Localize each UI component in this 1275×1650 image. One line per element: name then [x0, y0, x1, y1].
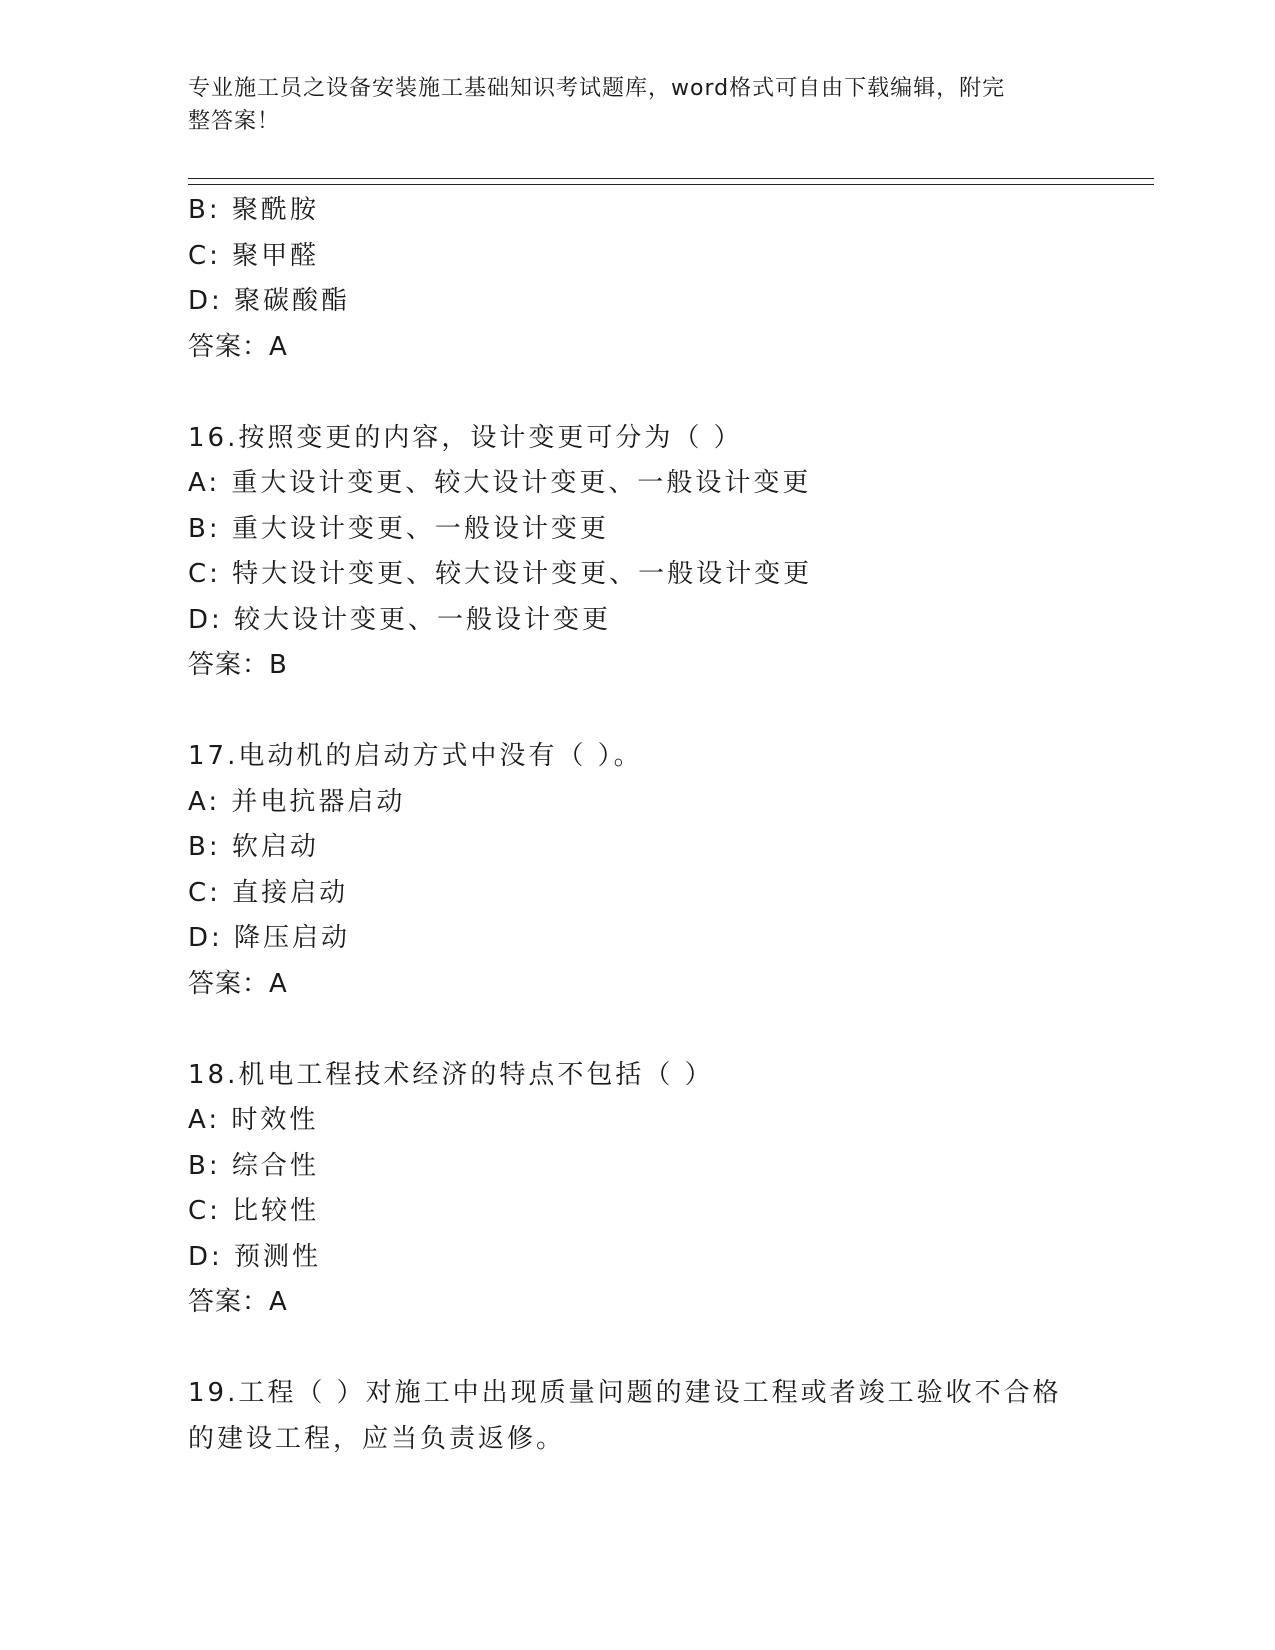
q17-option-a: A: 并电抗器启动: [188, 786, 406, 817]
q17-option-d: D: 降压启动: [188, 923, 351, 953]
question-list: [188, 188, 1108, 1462]
q15-option-d: D: 聚碳酸酯: [188, 286, 351, 316]
q17-stem: 17.电动机的启动方式中没有（ ）。: [188, 741, 643, 771]
q15-option-c: C: 聚甲醛: [188, 240, 320, 271]
question-spacer: [188, 1326, 1108, 1372]
question-spacer: [188, 1007, 1108, 1053]
q16-stem: 16.按照变更的内容，设计变更可分为（ ）: [188, 422, 743, 453]
page-header: [188, 72, 1068, 138]
q18-option-a: A: 时效性: [188, 1105, 319, 1135]
q15-answer: 答案：A: [188, 331, 288, 362]
q16-option-d: D: 较大设计变更、一般设计变更: [188, 604, 612, 635]
q17-option-b: B: 软启动: [188, 832, 319, 862]
q19-stem-line-1: 19.工程（ ）对施工中出现质量问题的建设工程或者竣工验收不合格: [188, 1378, 1062, 1408]
q18-answer: 答案：A: [188, 1287, 288, 1317]
q18-stem: 18.机电工程技术经济的特点不包括（ ）: [188, 1059, 714, 1090]
q18-option-b: B: 综合性: [188, 1150, 319, 1181]
q19-stem-line-2: 的建设工程，应当负责返修。: [188, 1423, 566, 1454]
q16-option-a: A: 重大设计变更、较大设计变更、一般设计变更: [188, 468, 812, 498]
header-divider: [188, 178, 1154, 185]
q16-answer: 答案：B: [188, 650, 288, 680]
q17-answer: 答案：A: [188, 968, 288, 999]
q15-option-b: B: 聚酰胺: [188, 195, 319, 225]
q18-option-d: D: 预测性: [188, 1241, 322, 1272]
question-spacer: [188, 689, 1108, 735]
header-line-2: 整答案！: [188, 109, 281, 134]
q17-option-c: C: 直接启动: [188, 877, 349, 908]
q16-option-c: C: 特大设计变更、较大设计变更、一般设计变更: [188, 559, 813, 589]
header-line-1: 专业施工员之设备安装施工基础知识考试题库，word格式可自由下载编辑，附完: [188, 76, 1006, 101]
q16-option-b: B: 重大设计变更、一般设计变更: [188, 513, 609, 544]
q18-option-c: C: 比较性: [188, 1196, 320, 1226]
question-spacer: [188, 370, 1108, 416]
